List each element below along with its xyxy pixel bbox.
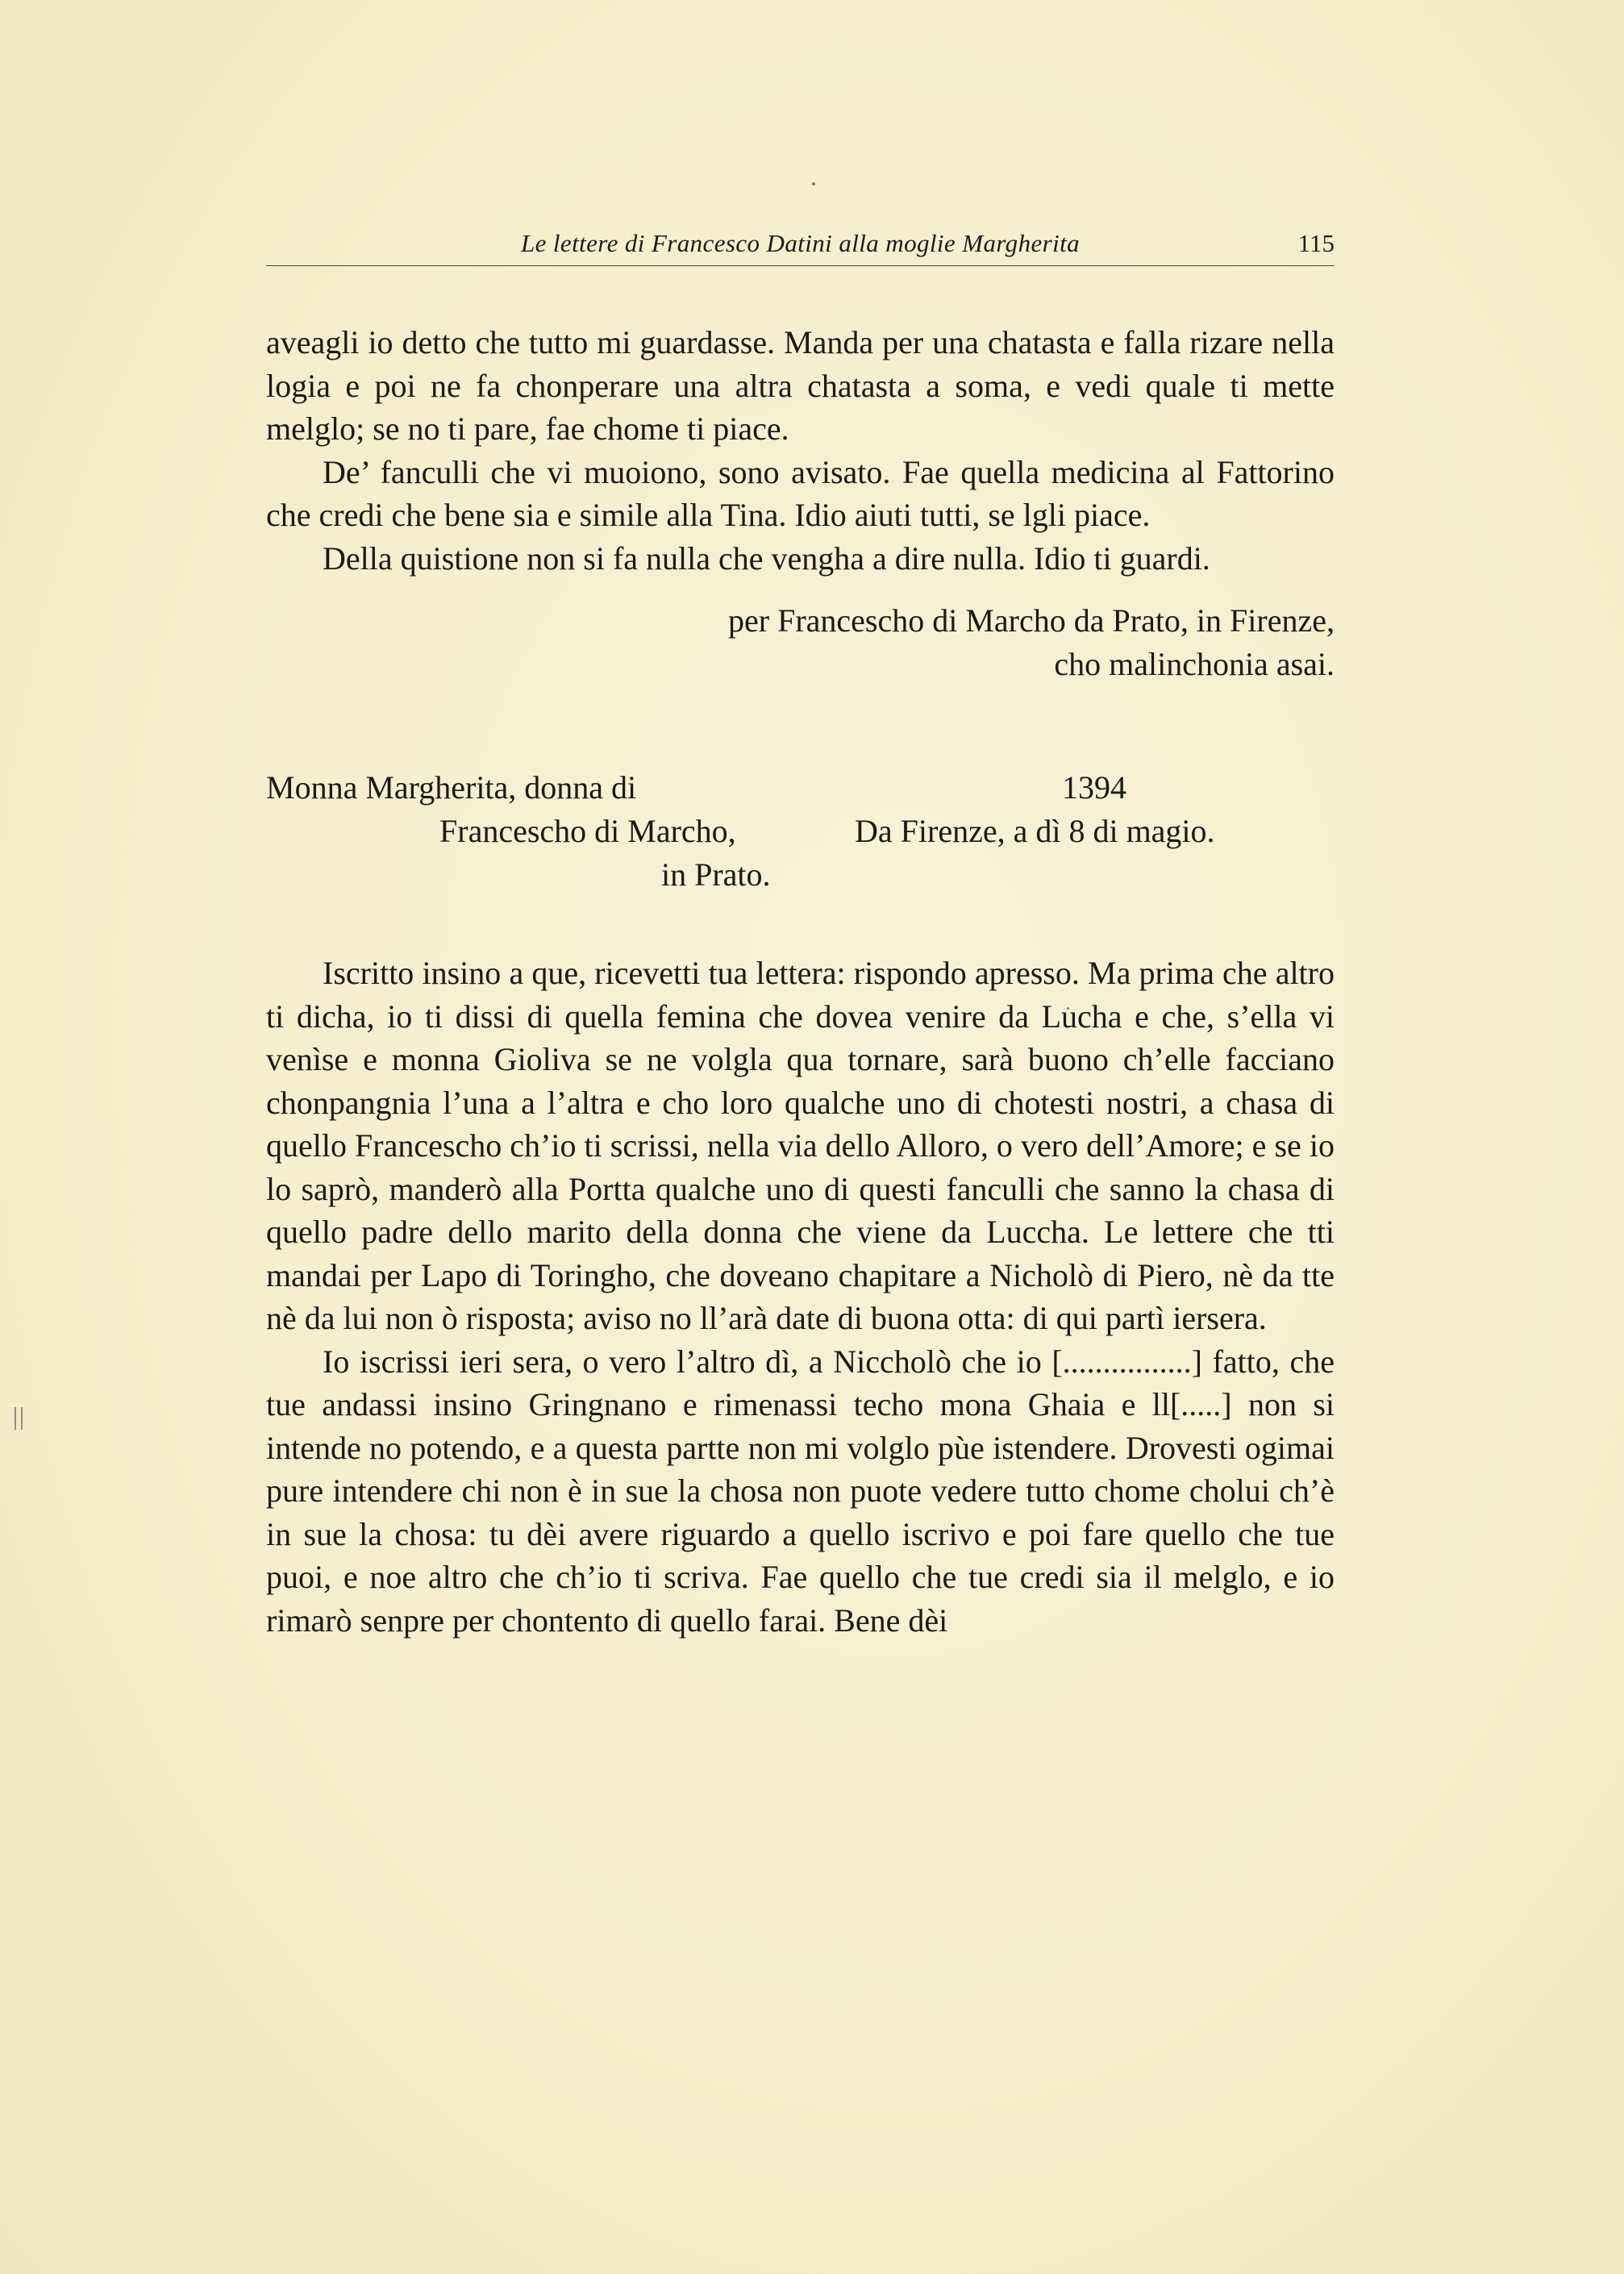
letter-year: 1394 bbox=[1062, 769, 1126, 806]
paragraph-3: Della quistione non si fa nulla che vengha a dire nulla. Idio ti guardi. bbox=[323, 539, 1210, 577]
running-header bbox=[266, 229, 1335, 268]
address-block bbox=[266, 766, 1335, 897]
signature-line-2: cho malinchonia asai. bbox=[1054, 645, 1335, 682]
header-rule bbox=[266, 265, 1335, 266]
main-text bbox=[266, 321, 1335, 1642]
paragraph-2: De’ fanculli che vi muoiono, sono avisato. Fae quella medicina al Fattorino che credi che bene sia e simile alla Tina. Idio aiuti tutti, se lgli piace. bbox=[266, 453, 1335, 533]
signature-line-1: per Francescho di Marcho da Prato, in Firenze, bbox=[728, 602, 1335, 639]
recipient-line-1: Monna Margherita, donna di bbox=[266, 769, 637, 806]
recipient-line-2: Francescho di Marcho, bbox=[439, 813, 736, 849]
signature bbox=[266, 599, 1335, 685]
letter-paragraph-2: Io iscrissi ieri sera, o vero l’altro dì, a Niccholò che io [................] fatto, che tue andassi insino Gringnano e rimenassi techo mona Ghaia e ll[.....] non si intende no potendo, e a questa partte non mi volglo pùe istendere. Drovesti ogimai pure intendere chi non è in sue la chosa non puote vedere tutto chome cholui ch’è in sue la chosa: tu dèi avere riguardo a quello iscrivo e poi fare quello che tue puoi, e noe altro che ch’io ti scriva. Fae quello che tue credi sia il melglo, e io rimarò senpre per chontento di quello farai. Bene dèi bbox=[266, 1343, 1335, 1639]
letter-paragraph-1: Iscritto insino a que, ricevetti tua lettera: rispondo apresso. Ma prima che altro ti dicha, io ti dissi di quella femina che dovea venire da Lucha e che, s’ella vi venìse e monna Gioliva se ne volgla qua tornare, sarà buono ch’elle facciano chonpangnia l’una a l’altra e cho loro qualche uno di chotesti nostri, a chasa di quello Francescho ch’io ti scrissi, nella via dello Alloro, o vero dell’Amore; e se io lo saprò, manderò alla Portta qualche uno di questi fanculli che sanno la chasa di quello padre dello marito della donna che viene da Luccha. Le lettere che tti mandai per Lapo di Toringho, che doveano chapitare a Nicholò di Piero, nè da tte nè da lui non ò risposta; aviso no ll’arà date di buona otta: di qui partì iersera. bbox=[266, 955, 1335, 1336]
place-date: Da Firenze, a dì 8 di magio. bbox=[855, 813, 1215, 849]
page-edge-mark bbox=[15, 1407, 23, 1430]
running-title: Le lettere di Francesco Datini alla moglie Margherita bbox=[520, 229, 1081, 257]
letter-body bbox=[266, 952, 1335, 1642]
page-number: 115 bbox=[1297, 229, 1335, 257]
paragraph-1: aveagli io detto che tutto mi guardasse. Manda per una chatasta e falla rizare nella logia e poi ne fa chonperare una altra chatasta a soma, e vedi quale ti mette melglo; se no ti pare, fae chome ti piace. bbox=[266, 324, 1335, 447]
paper-speck bbox=[812, 182, 815, 185]
recipient-line-3: in Prato. bbox=[661, 856, 771, 893]
